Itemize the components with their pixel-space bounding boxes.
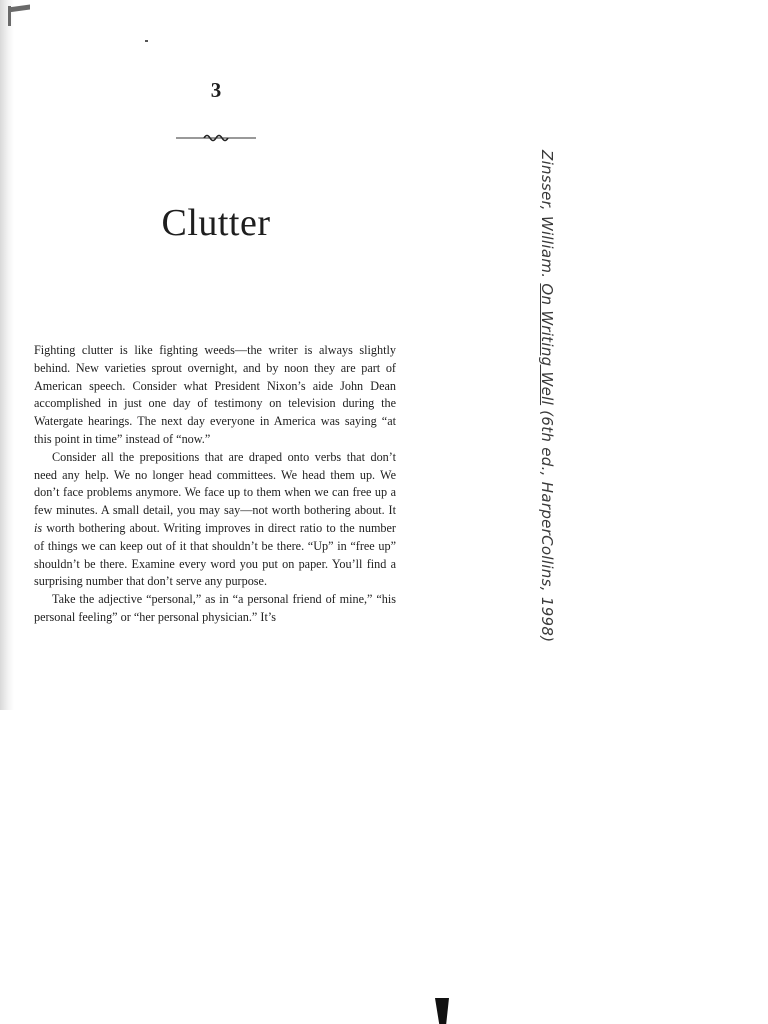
body-text — [34, 342, 396, 627]
paragraph-text: worth bothering about. Writing improves in direct ratio to the number of things we can keep out of it that shouldn’t be there. “Up” in “free up” shouldn’t be there. Examine every word you put on paper. You’ll find a surprising number that don’t serve any purpose. — [34, 520, 396, 589]
paragraph-text: Consider all the prepositions that are draped onto verbs that don’t need any help. We no longer head committees. We head them up. We don’t face problems anymore. We face up to them when we can free up a few minutes. A small detail, you may say—not worth bothering about. It — [34, 449, 396, 518]
paragraph-3 — [34, 591, 396, 627]
note-author: Zinsser, William. — [538, 150, 556, 284]
ornament-divider — [176, 131, 256, 143]
paragraph-1 — [34, 342, 396, 449]
chapter-number: 3 — [210, 78, 222, 102]
scan-shadow-left-edge — [0, 0, 14, 710]
paragraph-text: Take the adjective “personal,” as in “a personal friend of mine,” “his personal feeling” or “her personal physician.” It’s — [34, 592, 396, 624]
handwritten-citation-note — [538, 150, 556, 642]
scan-speck — [145, 40, 148, 42]
emphasis-text: is — [34, 520, 43, 535]
paragraph-2 — [34, 449, 396, 591]
scan-corner-mark-vertical — [8, 6, 11, 26]
scan-bottom-mark — [435, 998, 449, 1024]
chapter-title: Clutter — [161, 202, 271, 245]
note-book-title: On Writing Well — [538, 283, 556, 406]
note-edition: (6th ed., HarperCollins, 1998) — [538, 405, 556, 643]
paragraph-text: Fighting clutter is like fighting weeds—the writer is always slightly behind. New varieties sprout overnight, and by noon they are part of American speech. Consider what President Nixon’s aide John Dean accomplished in just one day of testimony on television during the Watergate hearings. The next day everyone in America was saying “at this point in time” instead of “now.” — [34, 343, 396, 446]
